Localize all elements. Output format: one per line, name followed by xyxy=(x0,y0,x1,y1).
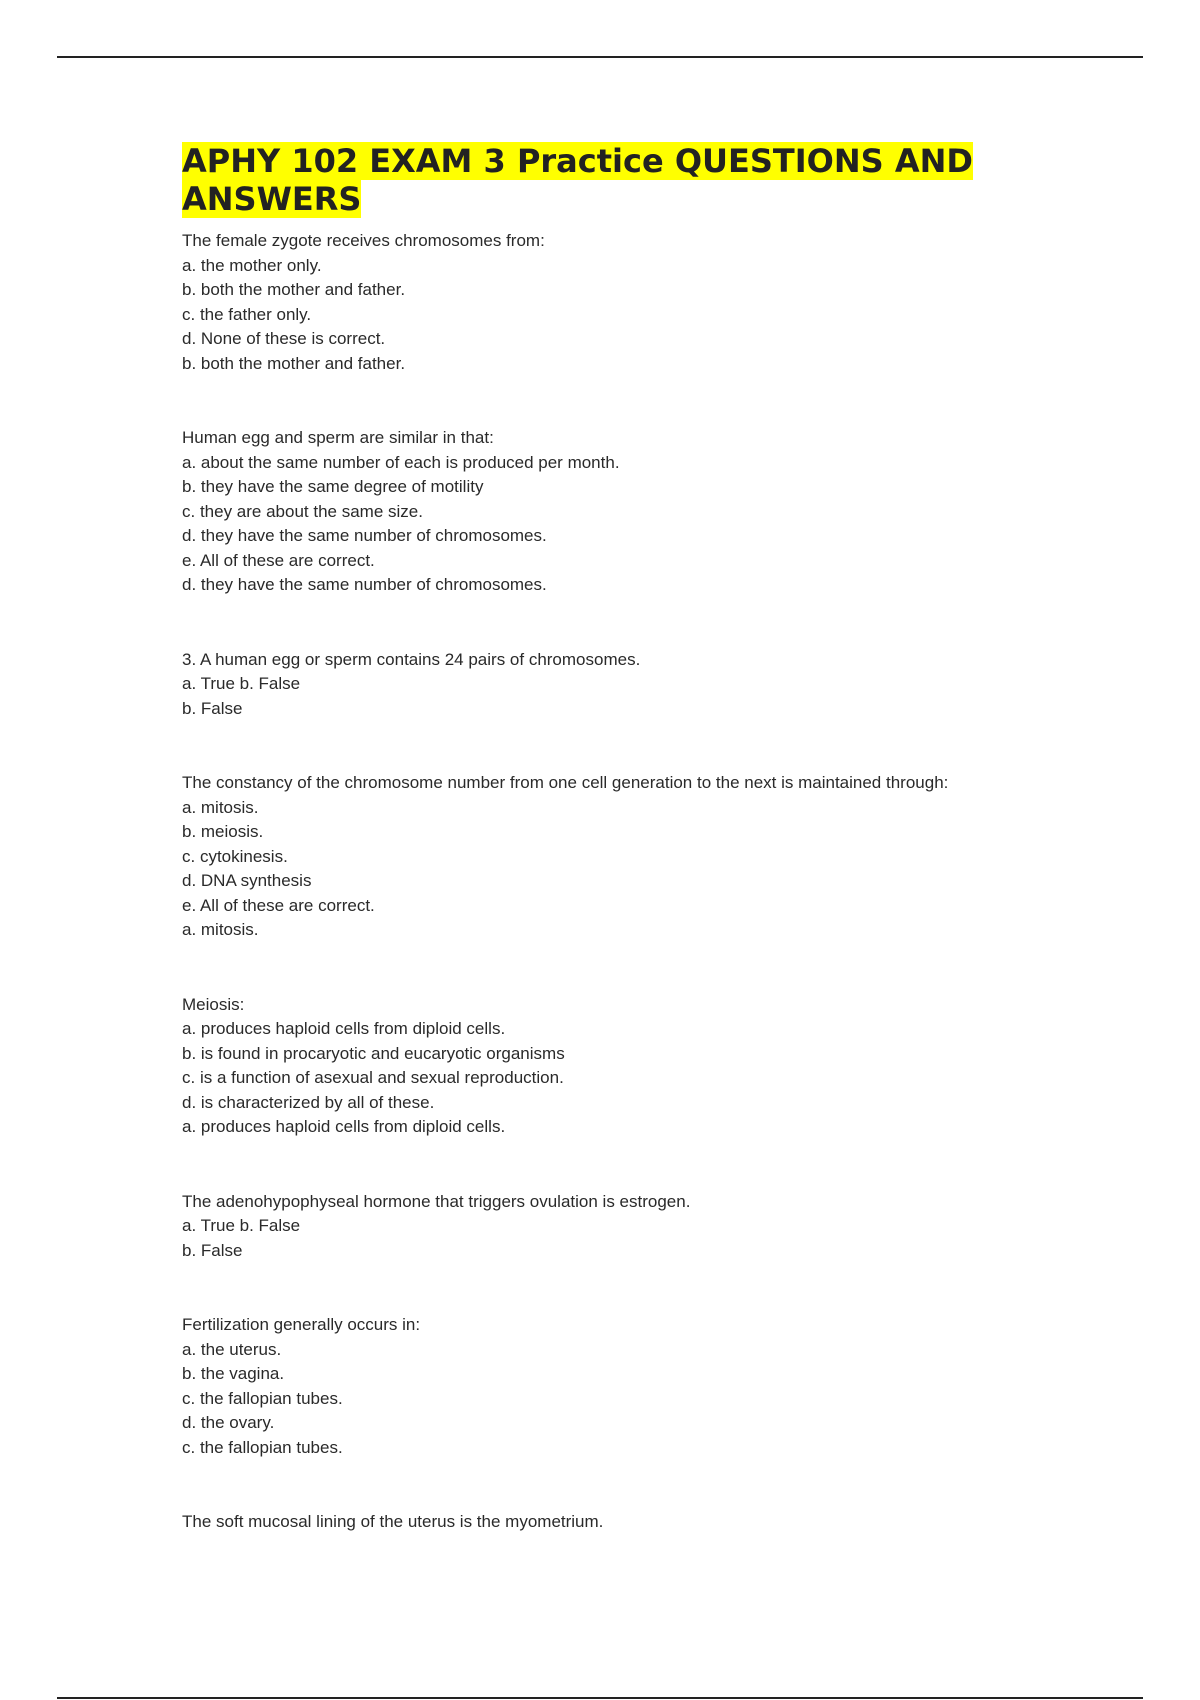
option-line: a. produces haploid cells from diploid cells. xyxy=(182,1019,506,1038)
question-1 xyxy=(182,229,1022,376)
option-line: e. All of these are correct. xyxy=(182,895,375,915)
footer-rule xyxy=(57,1697,1143,1699)
option-line: a. True b. False xyxy=(182,1216,301,1235)
option-line: d. DNA synthesis xyxy=(182,871,312,890)
answer-line: b. False xyxy=(182,1240,243,1260)
option-line: a. True b. False xyxy=(182,674,301,693)
document-body xyxy=(182,142,1022,1585)
title-highlight: APHY 102 EXAM 3 Practice QUESTIONS AND ANSWERS xyxy=(182,142,973,218)
option-line: b. meiosis. xyxy=(182,822,264,841)
option-line: a. the mother only. xyxy=(182,255,322,275)
question-8 xyxy=(182,1510,1022,1535)
question-text: The soft mucosal lining of the uterus is the myometrium. xyxy=(182,1512,604,1531)
question-2 xyxy=(182,426,1022,598)
option-line: b. is found in procaryotic and eucaryotic organisms xyxy=(182,1043,565,1063)
option-line: d. they have the same number of chromosomes. xyxy=(182,526,547,545)
question-text: Meiosis: xyxy=(182,994,245,1014)
question-text: The adenohypophyseal hormone that triggers ovulation is estrogen. xyxy=(182,1191,691,1211)
option-line: d. None of these is correct. xyxy=(182,329,386,348)
option-line: b. both the mother and father. xyxy=(182,280,406,299)
option-line: d. is characterized by all of these. xyxy=(182,1092,435,1112)
answer-line: a. mitosis. xyxy=(182,920,259,939)
option-line: d. the ovary. xyxy=(182,1413,275,1432)
question-3 xyxy=(182,648,1022,722)
question-text: The female zygote receives chromosomes from: xyxy=(182,231,545,250)
question-text: 3. A human egg or sperm contains 24 pairs of chromosomes. xyxy=(182,649,641,669)
answer-line: b. both the mother and father. xyxy=(182,353,406,373)
question-5 xyxy=(182,993,1022,1140)
answer-line: c. the fallopian tubes. xyxy=(182,1437,343,1457)
answer-line: a. produces haploid cells from diploid cells. xyxy=(182,1117,506,1136)
option-line: a. mitosis. xyxy=(182,797,259,817)
question-4 xyxy=(182,771,1022,943)
header-rule xyxy=(57,56,1143,58)
option-line: a. the uterus. xyxy=(182,1339,282,1359)
option-line: a. about the same number of each is produced per month. xyxy=(182,452,620,472)
option-line: c. they are about the same size. xyxy=(182,501,423,521)
answer-line: b. False xyxy=(182,698,243,718)
option-line: b. the vagina. xyxy=(182,1364,285,1383)
question-6 xyxy=(182,1190,1022,1264)
question-text: The constancy of the chromosome number from one cell generation to the next is maintained through: xyxy=(182,773,949,792)
question-7 xyxy=(182,1313,1022,1460)
document-title xyxy=(182,142,1022,218)
question-text: Human egg and sperm are similar in that: xyxy=(182,428,494,447)
option-line: c. cytokinesis. xyxy=(182,846,288,866)
question-text: Fertilization generally occurs in: xyxy=(182,1315,421,1334)
option-line: c. the father only. xyxy=(182,304,312,324)
option-line: c. the fallopian tubes. xyxy=(182,1388,343,1408)
option-line: e. All of these are correct. xyxy=(182,550,375,570)
answer-line: d. they have the same number of chromosomes. xyxy=(182,575,547,594)
option-line: b. they have the same degree of motility xyxy=(182,477,484,496)
option-line: c. is a function of asexual and sexual reproduction. xyxy=(182,1068,564,1087)
